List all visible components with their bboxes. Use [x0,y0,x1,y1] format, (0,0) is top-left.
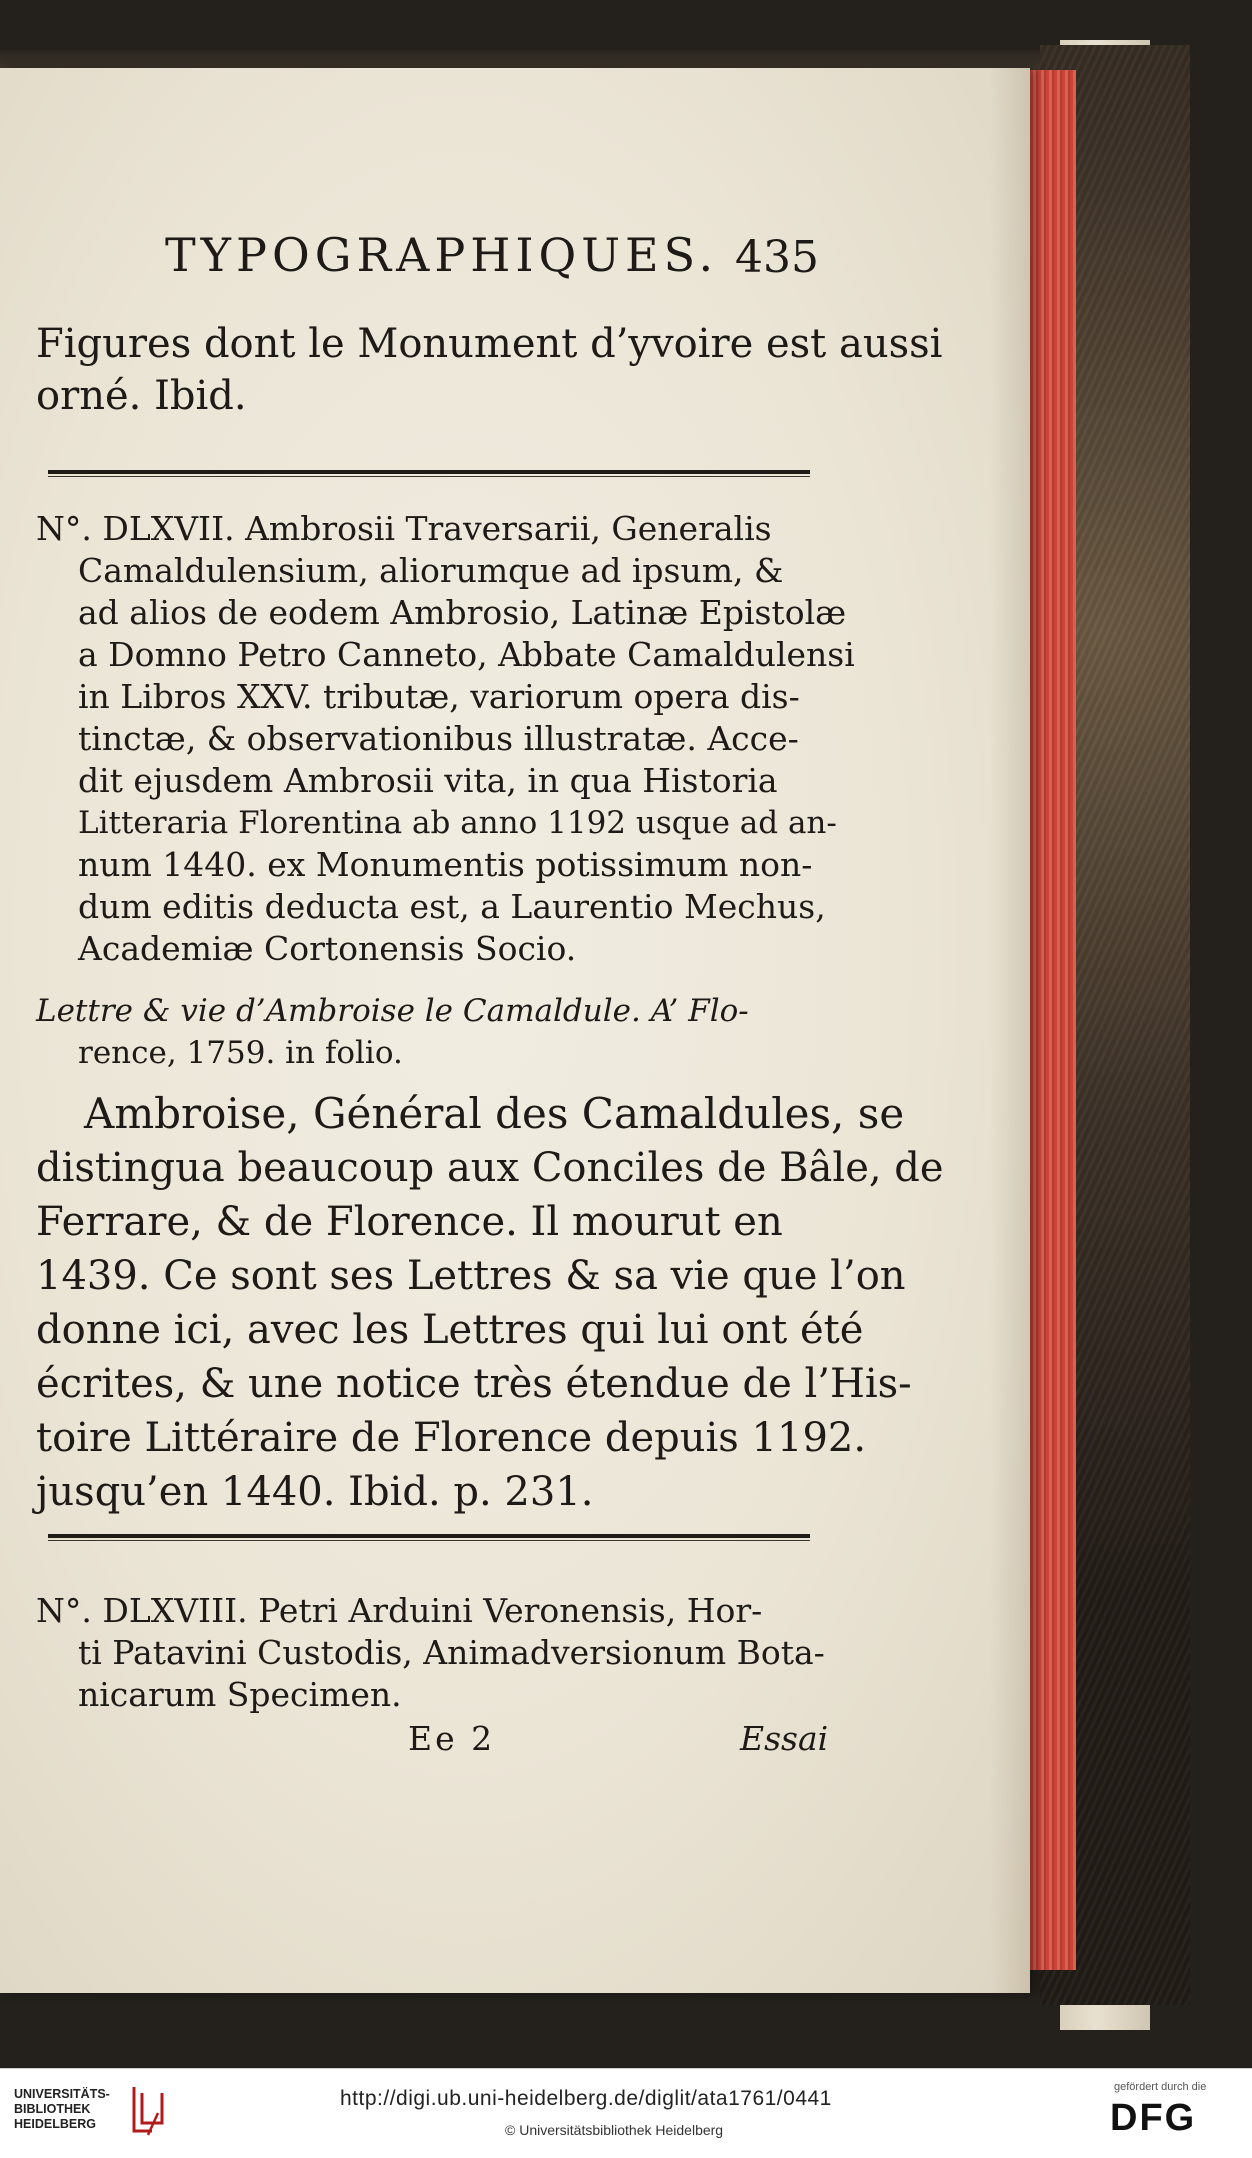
entry-568-line: ti Patavini Custodis, Animadversionum Bota- [78,1633,825,1672]
note-line: jusqu’en 1440. Ibid. p. 231. [36,1469,594,1515]
permalink-url[interactable]: http://digi.ub.uni-heidelberg.de/diglit/ata1761/0441 [340,2087,832,2110]
intro-line-1: Figures dont le Monument d’yvoire est aussi [36,321,943,367]
funding-label: gefördert durch die [1114,2081,1207,2093]
library-logo-line: BIBLIOTHEK [14,2102,91,2116]
library-logo[interactable] [14,2087,110,2132]
library-logo-line: HEIDELBERG [14,2117,96,2131]
entry-567-line: Litteraria Florentina ab anno 1192 usque ad an- [78,805,837,841]
note-line: distingua beaucoup aux Conciles de Bâle, de [36,1145,944,1191]
note-line: Ambroise, Général des Camaldules, se [84,1089,905,1138]
viewer-footer [0,2068,1252,2158]
intro-line-2: orné. Ibid. [36,373,247,419]
signature-mark: Ee 2 [408,1719,496,1758]
entry-568-line: nicarum Specimen. [78,1675,402,1714]
dfg-logo[interactable]: DFG [1110,2097,1197,2139]
note-line: toire Littéraire de Florence depuis 1192. [36,1415,867,1461]
entry-568-line: N°. DLXVIII. Petri Arduini Veronensis, Hor- [36,1591,763,1630]
note-line: 1439. Ce sont ses Lettres & sa vie que l’on [36,1253,906,1299]
entry-567-line: tinctæ, & observationibus illustratæ. Acce- [78,719,799,758]
catchword: Essai [740,1719,829,1758]
library-logo-line: UNIVERSITÄTS- [14,2087,110,2101]
running-head: TYPOGRAPHIQUES. [165,228,719,282]
entry-567-line: Academiæ Cortonensis Socio. [78,929,577,968]
section-rule [48,1534,810,1538]
french-title-line: Lettre & vie d’Ambroise le Camaldule. A’ Flo- [36,993,749,1029]
entry-567-line: in Libros XXV. tributæ, variorum opera dis- [78,677,800,716]
entry-567-line: num 1440. ex Monumentis potissimum non- [78,845,813,884]
note-line: écrites, & une notice très étendue de l’His- [36,1361,912,1407]
entry-567-line: ad alios de eodem Ambrosio, Latinæ Epistolæ [78,593,847,632]
entry-567-line: dum editis deducta est, a Laurentio Mechus, [78,887,826,926]
section-rule [48,470,810,474]
copyright-notice: © Universitätsbibliothek Heidelberg [505,2122,724,2138]
entry-567-line: N°. DLXVII. Ambrosii Traversarii, Generalis [36,509,772,548]
note-line: Ferrare, & de Florence. Il mourut en [36,1199,783,1245]
page-number: 435 [735,232,819,283]
library-mark-icon [128,2083,168,2143]
entry-567-line: dit ejusdem Ambrosii vita, in qua Historia [78,761,778,800]
entry-567-line: a Domno Petro Canneto, Abbate Camaldulensi [78,635,855,674]
note-line: donne ici, avec les Lettres qui lui ont été [36,1307,864,1353]
french-title-line: rence, 1759. in folio. [78,1035,403,1071]
entry-567-line: Camaldulensium, aliorumque ad ipsum, & [78,551,784,590]
